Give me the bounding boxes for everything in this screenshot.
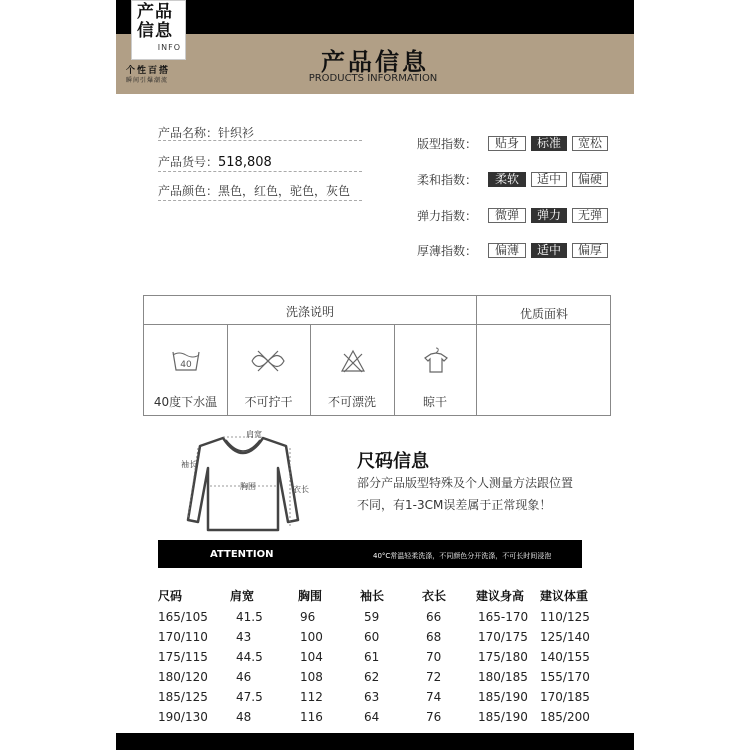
product-code-row <box>158 153 272 170</box>
table-cell: 104 <box>300 650 323 664</box>
shoulder-label: 肩宽 <box>246 430 262 439</box>
wash-label-1: 40度下水温 <box>153 395 218 409</box>
length-label: 衣长 <box>293 485 309 494</box>
page-title: 产品信息 <box>321 48 429 76</box>
table-header-cell: 袖长 <box>360 589 385 603</box>
fabric-title: 优质面料 <box>519 307 568 321</box>
table-header-cell: 肩宽 <box>230 589 255 603</box>
index-option: 宽松 <box>572 136 608 151</box>
wash-label-2: 不可拧干 <box>244 395 293 409</box>
index-option: 适中 <box>531 172 567 187</box>
table-cell: 190/130 <box>158 710 208 724</box>
table-cell: 185/125 <box>158 690 208 704</box>
table-header-cell: 建议身高 <box>476 589 525 603</box>
table-header-cell: 胸围 <box>298 589 323 603</box>
index-option: 柔软 <box>488 172 526 187</box>
table-cell: 155/170 <box>540 670 590 684</box>
attention-note: 40°C常温轻柔洗涤，不同颜色分开洗涤，不可长时间浸泡 <box>373 552 552 560</box>
wash-instructions <box>143 295 611 416</box>
table-cell: 170/175 <box>478 630 528 644</box>
wash-label-4: 晾干 <box>422 395 447 409</box>
product-code: 518,808 <box>218 155 272 170</box>
table-cell: 61 <box>364 650 380 664</box>
index-option: 微弹 <box>488 208 526 223</box>
size-title: 尺码信息 <box>357 451 429 472</box>
table-cell: 175/180 <box>478 650 528 664</box>
table-cell: 185/200 <box>540 710 590 724</box>
table-cell: 185/190 <box>478 710 528 724</box>
logo-sub: INFO <box>157 43 181 52</box>
table-cell: 170/185 <box>540 690 590 704</box>
table-cell: 68 <box>426 630 442 644</box>
table-cell: 48 <box>236 710 252 724</box>
table-cell: 41.5 <box>236 610 263 624</box>
product-code-label: 产品货号： <box>158 155 219 169</box>
table-header-cell: 尺码 <box>158 589 183 603</box>
index-option: 无弹 <box>572 208 608 223</box>
table-cell: 140/155 <box>540 650 590 664</box>
index-option: 标准 <box>531 136 567 151</box>
divider <box>158 200 362 201</box>
table-header <box>158 587 588 606</box>
svg-text:40: 40 <box>180 360 192 370</box>
table-cell: 180/185 <box>478 670 528 684</box>
table-header-cell: 衣长 <box>422 589 447 603</box>
table-cell: 74 <box>426 690 442 704</box>
logo-line1: 产品 <box>137 2 173 22</box>
index-label: 弹力指数： <box>417 209 478 223</box>
table-row <box>158 670 588 689</box>
table-row <box>158 610 588 629</box>
table-cell: 108 <box>300 670 323 684</box>
tagline: 个性百搭 <box>126 66 171 76</box>
product-name: 产品名称：针织衫 <box>158 126 255 140</box>
table-cell: 64 <box>364 710 380 724</box>
wash-40-icon <box>171 348 201 374</box>
table-row <box>158 710 588 729</box>
no-bleach-icon <box>340 348 366 374</box>
index-label: 厚薄指数： <box>417 244 478 258</box>
table-cell: 180/120 <box>158 670 208 684</box>
page-subtitle: PRODUCTS INFORMATION <box>308 73 438 84</box>
table-cell: 66 <box>426 610 442 624</box>
chest-label: 胸围 <box>240 482 256 491</box>
table-row <box>158 650 588 669</box>
product-colors: 产品颜色：黑色，红色，驼色，灰色 <box>158 184 351 198</box>
table-cell: 116 <box>300 710 323 724</box>
table-cell: 185/190 <box>478 690 528 704</box>
table-cell: 165/105 <box>158 610 208 624</box>
table-cell: 70 <box>426 650 442 664</box>
table-cell: 125/140 <box>540 630 590 644</box>
table-cell: 62 <box>364 670 380 684</box>
index-option: 弹力 <box>531 208 567 223</box>
table-cell: 72 <box>426 670 442 684</box>
top-bar <box>116 0 634 34</box>
tagline-sub: 瞬间引爆潮流 <box>126 77 169 84</box>
table-cell: 63 <box>364 690 380 704</box>
index-option: 适中 <box>531 243 567 258</box>
divider <box>158 171 362 172</box>
table-cell: 96 <box>300 610 316 624</box>
index-option: 偏硬 <box>572 172 608 187</box>
attention-label: ATTENTION <box>210 549 274 560</box>
table-cell: 47.5 <box>236 690 263 704</box>
table-row <box>158 630 588 649</box>
wash-label-3: 不可漂洗 <box>327 395 376 409</box>
table-header-cell: 建议体重 <box>540 589 589 603</box>
size-desc-line2: 不同，有1-3CM误差属于正常现象！ <box>357 498 552 512</box>
bottom-bar <box>116 733 634 750</box>
index-option: 偏薄 <box>488 243 526 258</box>
index-option: 偏厚 <box>572 243 608 258</box>
index-option: 贴身 <box>488 136 526 151</box>
table-cell: 46 <box>236 670 252 684</box>
wash-title: 洗涤说明 <box>285 305 334 319</box>
size-desc-line1: 部分产品版型特殊及个人测量方法跟位置 <box>357 476 574 490</box>
index-label: 柔和指数： <box>417 173 478 187</box>
table-cell: 110/125 <box>540 610 590 624</box>
table-cell: 100 <box>300 630 323 644</box>
no-wring-icon <box>248 348 288 374</box>
hang-dry-icon <box>423 346 449 374</box>
logo-line2: 信息 <box>137 21 173 41</box>
sleeve-label: 袖长 <box>181 460 197 469</box>
table-cell: 165-170 <box>478 610 529 624</box>
table-row <box>158 690 588 709</box>
table-cell: 60 <box>364 630 380 644</box>
table-cell: 76 <box>426 710 442 724</box>
table-cell: 170/110 <box>158 630 208 644</box>
table-cell: 43 <box>236 630 252 644</box>
table-cell: 44.5 <box>236 650 263 664</box>
table-cell: 112 <box>300 690 323 704</box>
table-cell: 175/115 <box>158 650 208 664</box>
table-cell: 59 <box>364 610 380 624</box>
index-label: 版型指数： <box>417 137 478 151</box>
info-logo <box>131 0 186 60</box>
divider <box>158 140 362 141</box>
